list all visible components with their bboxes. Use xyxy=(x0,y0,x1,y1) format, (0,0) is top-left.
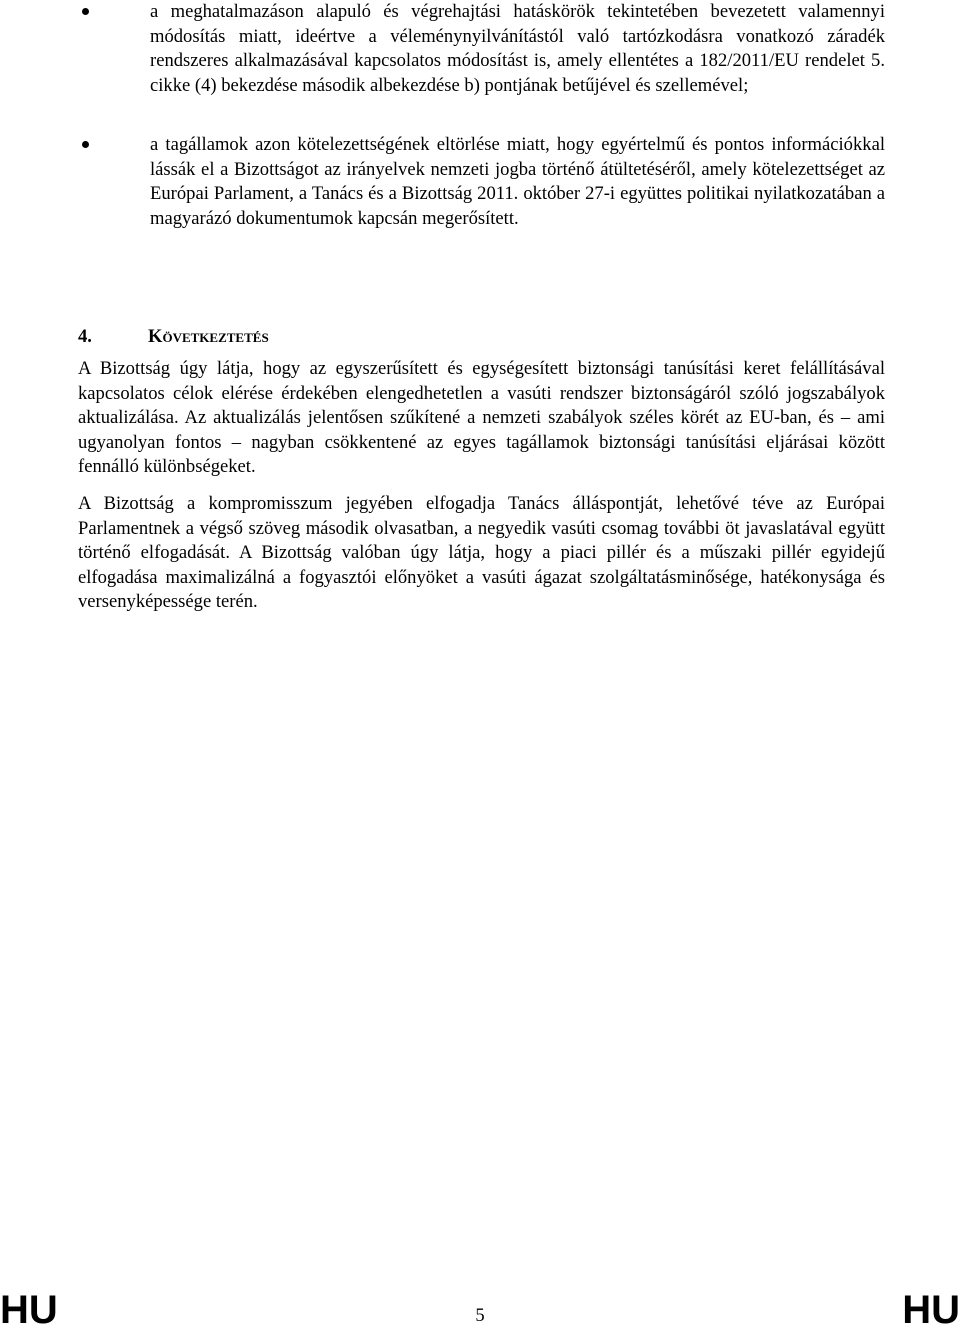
bullet-item xyxy=(150,133,885,231)
bullet-icon xyxy=(82,8,89,15)
footer-language-code-right: HU xyxy=(902,1288,960,1332)
section-heading xyxy=(78,325,269,349)
bullet-text: a tagállamok azon kötelezettségének eltörlése miatt, hogy egyértelmű és pontos információkkal lássák el a Bizottságot az irányelvek nemzeti jogba történő átültetéséről, amely kötelezettséget az Európai Parlament, a Tanács és a Bizottság 2011. október 27-i együttes politikai nyilatkozatában a magyarázó dokumentumok kapcsán megerősített. xyxy=(150,134,885,229)
body-paragraph: A Bizottság a kompromisszum jegyében elfogadja Tanács álláspontját, lehetővé téve az Európai Parlamentnek a végső szöveg második olvasatban, a negyedik vasúti csomag további öt javaslatával együtt történő elfogadását. A Bizottság valóban úgy látja, hogy a piaci pillér és a műszaki pillér egyidejű elfogadása maximalizálná a fogyasztói előnyöket a vasúti ágazat szolgáltatásminősége, hatékonysága és versenyképessége terén. xyxy=(78,493,885,613)
section-number: 4. xyxy=(78,326,92,347)
page-number: 5 xyxy=(475,1305,485,1326)
bullet-text: a meghatalmazáson alapuló és végrehajtási hatáskörök tekintetében bevezetett valamennyi módosítás miatt, ideértve a véleménynyilvánítástól való tartózkodásra vonatkozó záradék rendszeres alkalmazásával kapcsolatos módosítást is, amely ellentétes a 182/2011/EU rendelet 5. cikke (4) bekezdése második albekezdése b) pontjának betűjével és szellemével; xyxy=(150,1,885,96)
bullet-icon xyxy=(82,141,89,148)
section-title: Következtetés xyxy=(148,326,269,347)
footer-language-code-left: HU xyxy=(0,1288,58,1332)
body-paragraph: A Bizottság úgy látja, hogy az egyszerűsített és egységesített biztonsági tanúsítási keret felállításával kapcsolatos célok elérése érdekében elengedhetetlen a vasúti rendszer biztonságáról szóló jogszabályok aktualizálása. Az aktualizálás jelentősen szűkítené a nemzeti szabályok széles körét az EU-ban, és – ami ugyanolyan fontos – nagyban csökkentené az egyes tagállamok biztonsági tanúsítási eljárásai között fennálló különbségeket. xyxy=(78,358,885,478)
bullet-item xyxy=(150,0,885,98)
